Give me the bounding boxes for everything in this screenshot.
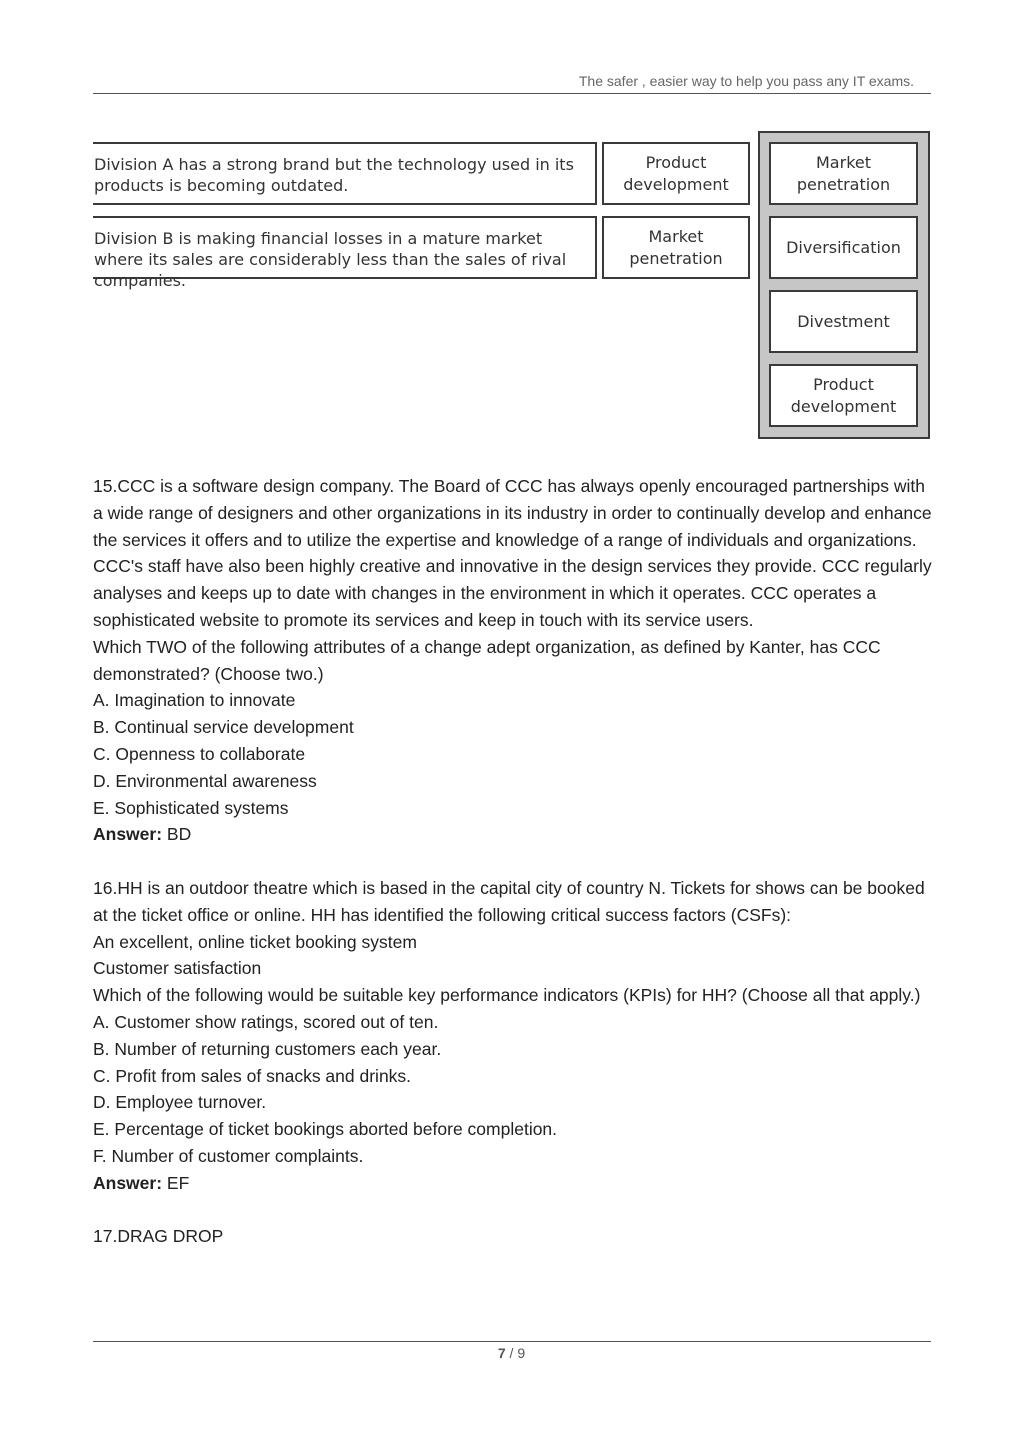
q15-answer-label: Answer: [93, 824, 163, 845]
q16-option-d: D. Employee turnover. [93, 1092, 267, 1113]
spacer [93, 848, 938, 875]
dragdrop-statement-b: Division B is making financial losses in a mature market where its sales are considerably less than the sales of rival companies. [93, 216, 597, 279]
q15-question: Which TWO of the following attributes of a change adept organization, as defined by Kanter, has CCC demonstrated? (Choose two.) [93, 636, 881, 684]
q16-option-f: F. Number of customer complaints. [93, 1145, 364, 1166]
header-tagline: The safer , easier way to help you pass any IT exams. [578, 73, 914, 89]
footer-divider [93, 1341, 931, 1342]
dragdrop-option-product-development[interactable]: Product development [769, 364, 918, 427]
q17-title: 17.DRAG DROP [93, 1226, 224, 1247]
page-current: 7 [497, 1345, 506, 1361]
q15-stem: 15.CCC is a software design company. The Board of CCC has always openly encouraged partnerships with a wide range of designers and other organizations in its industry in order to continually develop and enhance the services it offers and to utilize the expertise and knowledge of a range of individuals and organizations. CCC's staff have also been highly creative and innovative in the design services they provide. CCC regularly analyses and keeps up to date with changes in the environment in which it operates. CCC operates a sophisticated website to promote its services and keep in touch with its service users. [93, 476, 932, 630]
q16-option-a: A. Customer show ratings, scored out of ten. [93, 1011, 439, 1032]
q16-csf-1: An excellent, online ticket booking system [93, 931, 417, 952]
q15-option-b: B. Continual service development [93, 717, 354, 738]
document-body [93, 473, 938, 1250]
q16-answer [93, 1170, 938, 1197]
page-total: 9 [517, 1345, 526, 1361]
spacer [93, 1197, 938, 1224]
q16-answer-label: Answer: [93, 1172, 163, 1193]
dragdrop-answer-slot-b[interactable]: Market penetration [602, 216, 750, 279]
q15-option-e: E. Sophisticated systems [93, 797, 289, 818]
q15-answer [93, 821, 938, 848]
q16-answer-value: EF [166, 1172, 190, 1193]
q16-option-e: E. Percentage of ticket bookings aborted before completion. [93, 1119, 558, 1140]
q16-stem: 16.HH is an outdoor theatre which is based in the capital city of country N. Tickets for shows can be booked at the ticket office or online. HH has identified the following critical success factors (CSFs): [93, 877, 925, 925]
dragdrop-option-divestment[interactable]: Divestment [769, 290, 918, 353]
q16-question: Which of the following would be suitable key performance indicators (KPIs) for HH? (Choose all that apply.) [93, 985, 921, 1006]
dragdrop-statement-a: Division A has a strong brand but the technology used in its products is becoming outdated. [93, 142, 597, 205]
q15-option-c: C. Openness to collaborate [93, 743, 306, 764]
page-separator: / [505, 1345, 518, 1361]
q16-option-c: C. Profit from sales of snacks and drinks. [93, 1065, 412, 1086]
dragdrop-option-diversification[interactable]: Diversification [769, 216, 918, 279]
page-number [0, 1345, 1023, 1361]
q15-answer-value: BD [166, 824, 192, 845]
q16-option-b: B. Number of returning customers each year. [93, 1038, 442, 1059]
q15-option-a: A. Imagination to innovate [93, 690, 296, 711]
dragdrop-answer-slot-a[interactable]: Product development [602, 142, 750, 205]
header-divider [93, 93, 931, 94]
q16-csf-2: Customer satisfaction [93, 958, 262, 979]
q15-option-d: D. Environmental awareness [93, 770, 317, 791]
dragdrop-option-market-penetration[interactable]: Market penetration [769, 142, 918, 205]
